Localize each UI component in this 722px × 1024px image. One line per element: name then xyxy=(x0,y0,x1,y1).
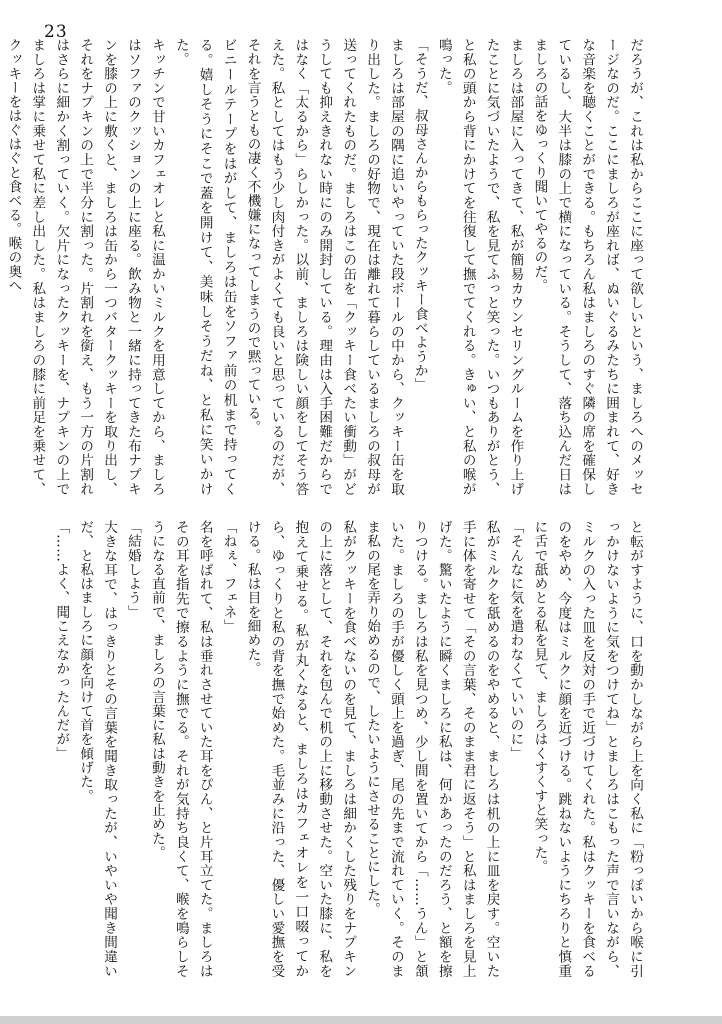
paragraph: ましろは部屋の隅に追いやっていた段ボールの中から、クッキー缶を取り出した。ましろの好物で、現在は離れて暮らしているましろの叔母が送ってくれたものだ。ましろはこの缶を「クッキー食べたい衝動」がどうしても抑えきれない時にのみ開封している。理由は入手困難だからではなく「太るから」らしかった。以前、ましろは険しい顔をしてそう答えた。私としてはもう少し肉付きがよくても良いと思っているのだが、それを言うともの凄く不機嫌になってしまうので黙っている。 xyxy=(244,38,404,496)
paragraph: ましろは部屋に入ってきて、私が簡易カウンセリングルームを作り上げたことに気づいたようで、私を見てふっと笑った。いつもありがとう、と私の頭から背にかけてを往復して撫でてくれる。きゅい、と私の喉が鳴った。 xyxy=(435,38,524,496)
text-block-bottom xyxy=(46,520,646,978)
dialogue-line: 「結婚しよう」 xyxy=(124,520,141,620)
page-number: 23 xyxy=(44,22,68,42)
paragraph: キッチンで甘いカフェオレと私に温かいミルクを用意してから、ましろはソファのクッションの上に座る。飲み物と一緒に持ってきた布ナプキンを膝の上に敷くと、ましろは缶から一つバタークッキーを取り出し、それをナプキンの上で半分に割った。片割れを銜え、もう一方の片割れはさらに細かく割っていく。欠片になったクッキーを、ナプキンの上でましろは掌に乗せて私に差し出した。私はましろの膝に前足を乗せて、クッキーをはぐはぐと食べる。喉の奥へ xyxy=(5,38,165,496)
dialogue-line: 「……よく、聞こえなかったんだが」 xyxy=(53,520,70,761)
paragraph: だろうが、これは私からここに座って欲しいという、ましろへのメッセージなのだ。ここにましろが座れば、ぬいぐるみたちに囲まれて、好きな音楽を聴くことができる。もちろん私はましろのすぐ隣の席を確保しているし、大半は膝の上で横になっている。そうして、落ち込んだ日はましろの話をゆっくり聞いてやるのだ。 xyxy=(531,38,643,496)
dialogue-line: 「そんなに気を遣わなくていいのに」 xyxy=(507,520,524,761)
dialogue-line: 「ねぇ、フェネ」 xyxy=(220,520,237,634)
paragraph: 私がミルクを舐めるのをやめると、ましろは机の上に皿を戻す。空いた手に体を寄せて「その言葉、そのまま君に返そう」と私はましろを見上げた。驚いたように瞬くましろに私は、何かあったのだろう、と額を擦りつける。ましろは私を見つめ、少し間を置いてから「……うん」と頷いた。ましろの手が優しく頭上を過ぎ、尾の先まで流れていく。そのまま私の尾を弄り始めるので、したいようにさせることにした。 xyxy=(364,520,500,978)
paragraph: ビニールテープをはがして、ましろは缶をソファ前の机まで持ってくる。嬉しそうにそこで蓋を開けて、美味しそうだね、と私に笑いかけた。 xyxy=(172,38,237,496)
dialogue-line: 「そうだ、叔母さんからもらったクッキー食べようか」 xyxy=(411,38,428,392)
text-block-top xyxy=(5,38,646,496)
paragraph: 大きな耳で、はっきりとその言葉を聞き取ったが、いやいや聞き間違いだ、と私はましろに顔を向けて首を傾げた。 xyxy=(77,520,118,978)
paragraph: と転がすように、口を動かしながら上を向く私に「粉っぽいから喉に引っかけないように気をつけてね」とましろはこもった声で言いながら、ミルクの入った皿を反対の手で近づけてくれた。私はクッキーを食べるのをやめ、今度はミルクに顔を近づける。跳ねないようにちろりと慎重に舌で舐めとる私を見て、ましろはくすくすと笑った。 xyxy=(531,520,643,978)
paragraph: 名を呼ばれて、私は垂れさせていた耳をぴん、と片耳立てた。ましろはその耳を指先で擦るように撫でる。それが気持ち良くて、喉を鳴らしそうになる直前で、ましろの言葉に私は動きを止めた。 xyxy=(148,520,213,978)
paragraph: 私がクッキーを食べないのを見て、ましろは細かくした残りをナプキンの上に落として、それを包んで机の上に移動させた。空いた膝に、私を抱えて乗せる。私が丸くなると、ましろはカフェオレを一口啜ってから、ゆっくりと私の背を撫で始めた。毛並みに沿った、優しい愛撫を受ける。私は目を細めた。 xyxy=(244,520,357,978)
page-bottom-rule xyxy=(0,1016,722,1024)
